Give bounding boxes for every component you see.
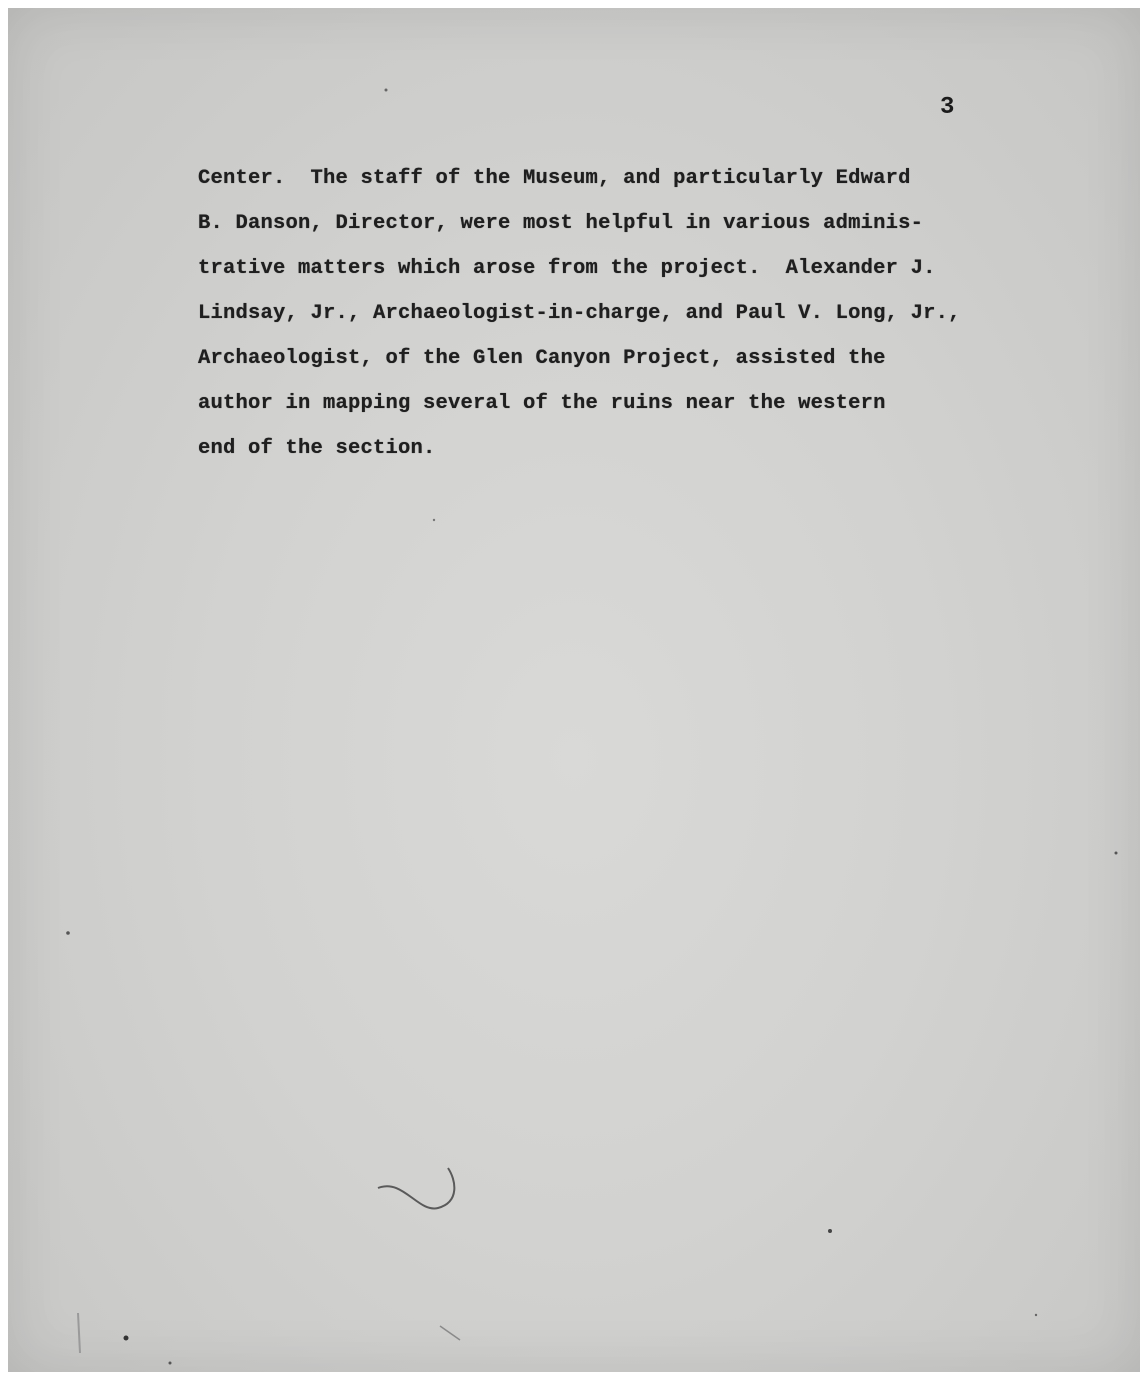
document-page [8,8,1140,1372]
text-line: trative matters which arose from the project. Alexander J. [198,257,936,280]
ink-speck [828,1229,832,1233]
ink-speck [385,89,388,92]
hair-fiber-mark [378,1168,454,1208]
paragraph [198,156,1078,471]
ink-speck [66,931,70,935]
ink-speck [1035,1314,1037,1316]
ink-speck [169,1362,172,1365]
page-number: 3 [940,94,955,121]
scratch-mark [440,1326,460,1340]
text-line: Center. The staff of the Museum, and particularly Edward [198,167,911,190]
text-line: B. Danson, Director, were most helpful in various adminis- [198,212,924,235]
ink-speck [1115,852,1118,855]
text-line: end of the section. [198,437,436,460]
ink-speck [124,1336,129,1341]
ink-speck [433,519,435,521]
text-line: author in mapping several of the ruins near the western [198,392,886,415]
edge-mark [78,1313,80,1353]
text-line: Lindsay, Jr., Archaeologist-in-charge, and Paul V. Long, Jr., [198,302,961,325]
text-line: Archaeologist, of the Glen Canyon Project, assisted the [198,347,886,370]
